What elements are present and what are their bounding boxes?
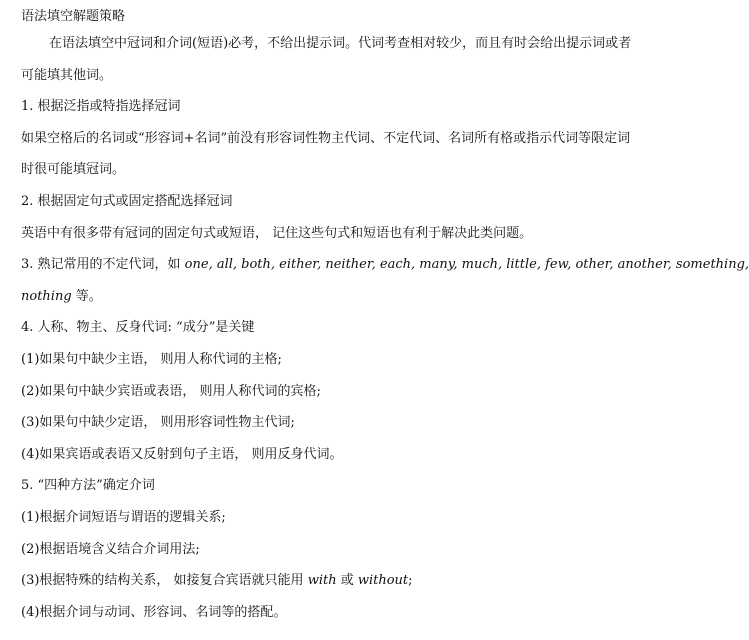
section-5-item-3 xyxy=(21,565,678,597)
section-1-line-1: 如果空格后的名词或“形容词+名词”前没有形容词性物主代词、不定代词、名词所有格或指示代词等限定词 xyxy=(21,130,631,146)
document-title: 语法填空解题策略 xyxy=(21,9,126,24)
section-5-item-3-prefix: (3)根据特殊的结构关系， 如接复合宾语就只能用 xyxy=(21,573,308,589)
section-5-item-3-without: without xyxy=(357,573,409,589)
section-5-heading: 5. “四种方法”确定介词 xyxy=(21,478,155,494)
section-5-item-3-suffix: ; xyxy=(408,573,413,589)
section-5-item-3-with: with xyxy=(307,573,337,589)
section-3-line-1 xyxy=(21,249,749,281)
section-5-item-3-mid: 或 xyxy=(336,573,358,589)
intro-line-1: 在语法填空中冠词和介词(短语)必考，不给出提示词。代词考查相对较少，而且有时会给出提示词或者 xyxy=(49,36,632,51)
section-5-item-2: (2)根据语境含义结合介词用法; xyxy=(21,541,200,557)
section-1-heading: 1. 根据泛指或特指选择冠词 xyxy=(21,99,181,115)
section-3-prefix: 3. 熟记常用的不定代词，如 xyxy=(21,257,185,273)
section-3-suffix: 等。 xyxy=(71,288,102,304)
section-4-item-1: (1)如果句中缺少主语， 则用人称代词的主格; xyxy=(21,351,282,367)
section-5-item-1: (1)根据介词短语与谓语的逻辑关系; xyxy=(21,509,226,525)
intro-line-2: 可能填其他词。 xyxy=(21,67,113,83)
section-2-line-1: 英语中有很多带有冠词的固定句式或短语， 记住这些句式和短语也有利于解决此类问题。 xyxy=(21,225,533,241)
section-1-line-2: 时很可能填冠词。 xyxy=(21,162,126,178)
section-3-line-2 xyxy=(21,281,678,313)
section-5-item-4: (4)根据介词与动词、形容词、名词等的搭配。 xyxy=(21,604,287,620)
section-4-item-2: (2)如果句中缺少宾语或表语， 则用人称代词的宾格; xyxy=(21,383,321,399)
section-4-item-4: (4)如果宾语或表语又反射到句子主语， 则用反身代词。 xyxy=(21,446,343,462)
section-4-item-3: (3)如果句中缺少定语， 则用形容词性物主代词; xyxy=(21,415,295,431)
section-3-pronoun-nothing: nothing xyxy=(21,288,72,304)
section-3-pronoun-list: one, all, both, either, neither, each, many, much, little, few, other, another, something, xyxy=(184,257,749,273)
section-4-heading: 4. 人称、物主、反身代词: “成分”是关键 xyxy=(21,320,255,336)
section-2-heading: 2. 根据固定句式或固定搭配选择冠词 xyxy=(21,193,233,209)
